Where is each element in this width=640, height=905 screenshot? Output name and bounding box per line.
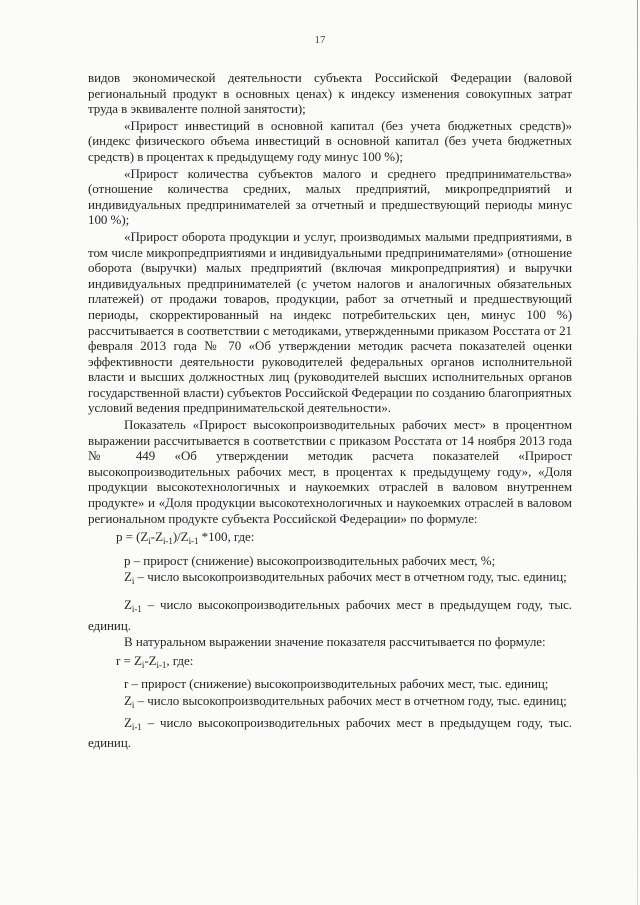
- paragraph: $Z_{i-1}$ – число высокопроизводительных рабочих мест в предыдущем году, тыс. единиц.: [88, 714, 572, 751]
- page-edge: [637, 0, 638, 905]
- paragraph: $Z_{i-1}$ – число высокопроизводительных рабочих мест в предыдущем году, тыс. единиц.: [88, 597, 572, 633]
- paragraph: $Z_i$ – число высокопроизводительных рабочих мест в отчетном году, тыс. единиц;: [124, 569, 567, 587]
- paragraph: В натуральном выражении значение показателя рассчитывается по формуле:: [124, 634, 546, 650]
- paragraph: видов экономической деятельности субъекта Российской Федерации (валовой региональный продукт в основных ценах) к индексу изменения совокупных затрат труда в эквиваленте полной занятости);: [88, 70, 572, 117]
- paragraph: «Прирост инвестиций в основной капитал (без учета бюджетных средств)» (индекс физического объема инвестиций в основной капитал (без учета бюджетных средств) в процентах к предыдущему году минус 100 %);: [88, 117, 572, 164]
- paragraph: p – прирост (снижение) высокопроизводительных рабочих мест, %;: [124, 552, 496, 568]
- page-number: 17: [314, 34, 326, 46]
- paragraph: $Z_i$ – число высокопроизводительных рабочих мест в отчетном году, тыс. единиц;: [124, 692, 567, 710]
- formula: $r = Z_i-Z_{i-1}$, где:: [116, 652, 194, 670]
- document-body: [88, 70, 572, 752]
- paragraph: «Прирост оборота продукции и услуг, производимых малыми предприятиями, в том числе микропредприятиями и индивидуальными предпринимателями» (отношение оборота (выручки) малых предприятий (включая микропредприятия) и выручки индивидуальных предпринимателей (с учетом налогов и аналогичных обязательных платежей) от продажи товаров, продукции, работ за отчетный и предшествующий периоды, скорректированный на индекс потребительских цен, минус 100 %) рассчитывается в соответствии с методиками, утвержденными приказом Росстата от 21 февраля 2013 года № 70 «Об утверждении методик расчета показателей оценки эффективности деятельности руководителей федеральных органов исполнительной власти и высших должностных лиц (руководителей высших исполнительных органов государственной власти) субъектов Российской Федерации по созданию благоприятных условий ведения предпринимательской деятельности».: [88, 228, 572, 416]
- paragraph: «Прирост количества субъектов малого и среднего предпринимательства» (отношение количества средних, малых предприятий, микропредприятий и индивидуальных предпринимателей за отчетный и предшествующий периоды минус 100 %);: [88, 165, 572, 228]
- paragraph: Показатель «Прирост высокопроизводительных рабочих мест» в процентном выражении рассчитывается в соответствии с приказом Росстата от 14 ноября 2013 года № 449 «Об утверждении методик расчета показателей «Прирост высокопроизводительных рабочих мест, в процентах к предыдущему году», «Доля продукции высокотехнологичных и наукоемких отраслей в валовом внутреннем продукте» и «Доля продукции высокотехнологичных и наукоемких отраслей в валовом региональном продукте субъекта Российской Федерации» по формуле:: [88, 417, 572, 526]
- paragraph: r – прирост (снижение) высокопроизводительных рабочих мест, тыс. единиц;: [124, 676, 549, 692]
- formula: $p = (Z_i-Z_{i-1})/Z_{i-1}$ *100, где:: [116, 529, 255, 547]
